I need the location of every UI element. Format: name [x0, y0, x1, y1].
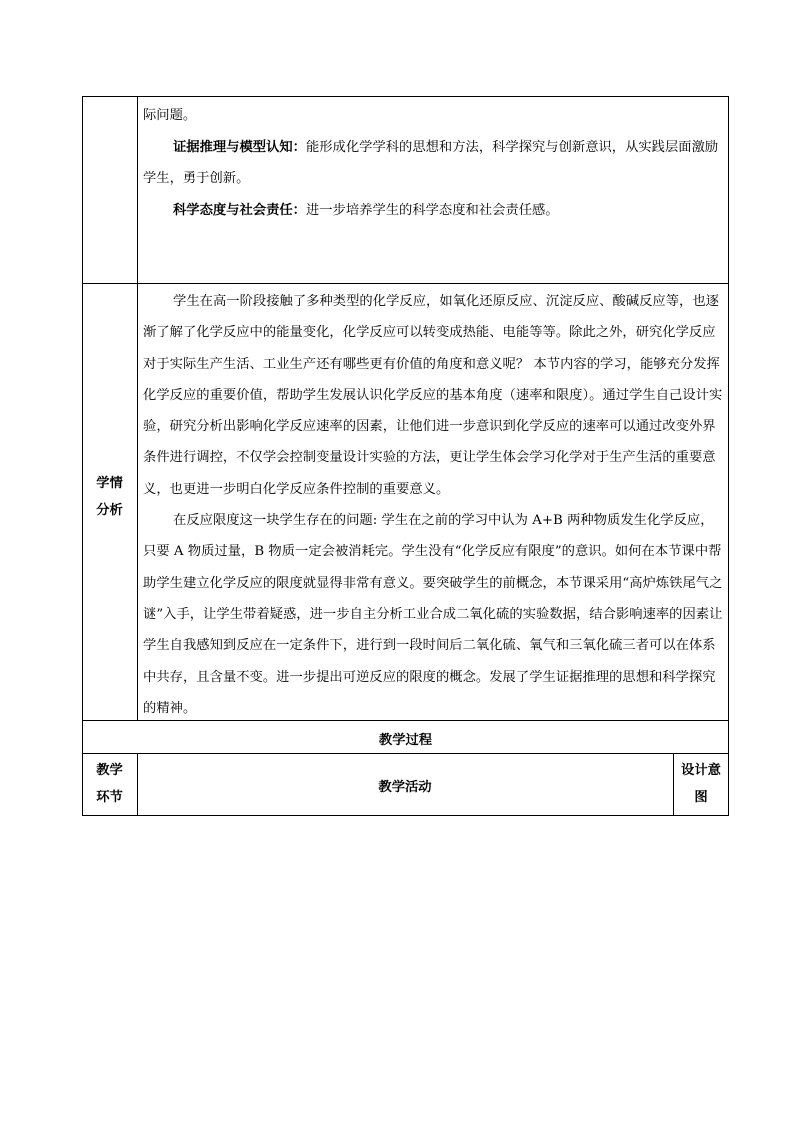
objective-evidence-label: 证据推理与模型认知：: [173, 139, 306, 155]
objective-evidence-text: 能形成化学学科的思想和方法，科学探究与创新意识，从实践层面激励学生，勇于创新。: [143, 139, 719, 186]
student-analysis-paragraph-2: 在反应限度这一块学生存在的问题: 学生在之前的学习中认为 A+B 两种物质发生化学反应，只要 A 物质过量，B 物质一定会被消耗完。学生没有“化学反应有限度”的意识。如何在本节课中帮助学生建立化学反应的限度就显得非常有意义。要突破学生的前概念，本节课采用“高炉炼铁尾气之谜”入手，让学生带着疑惑，进一步自主分析工业合成二氧化硫的实验数据，结合影响速率的因素让学生自我感知到反应在一定条件下，进行到一段时间后二氧化硫、氧气和三氧化硫三者可以在体系中共存，且含量不变。进一步提出可逆反应的限度的概念。发展了学生证据推理的思想和科学探究的精神。: [143, 513, 723, 716]
lesson-plan-table: [82, 96, 729, 816]
table-border-bottom: [82, 815, 729, 816]
student-analysis-label: [82, 470, 137, 524]
objective-attitude-label: 科学态度与社会责任：: [173, 202, 306, 218]
student-analysis-label-line2: 分析: [96, 503, 123, 518]
column-header-stage: [82, 757, 137, 811]
column-header-design-intent-line2: 图: [694, 790, 708, 805]
student-analysis-label-line1: 学情: [96, 476, 123, 491]
row-divider-3: [82, 753, 729, 754]
objective-evidence-paragraph: [143, 132, 723, 195]
student-analysis-cell: [143, 286, 723, 724]
objectives-continuation: 际问题。: [143, 108, 197, 123]
column-header-design-intent: [673, 757, 729, 811]
table-border-right: [728, 96, 729, 816]
teaching-process-title: 教学过程: [378, 733, 433, 748]
objectives-cell: [143, 100, 723, 226]
column-header-design-intent-line1: 设计意: [681, 763, 721, 778]
column-header-stage-line1: 教学: [96, 763, 123, 778]
column-header-stage-line2: 环节: [96, 790, 123, 805]
table-border-left: [82, 96, 83, 816]
table-border-top: [82, 96, 729, 97]
row-divider-1: [82, 283, 729, 284]
student-analysis-paragraph-1: 学生在高一阶段接触了多种类型的化学反应，如氧化还原反应、沉淀反应、酸碱反应等，也逐渐了解了化学反应中的能量变化，化学反应可以转变成热能、电能等等。除此之外，研究化学反应对于实际生产生活、工业生产还有哪些更有价值的角度和意义呢？ 本节内容的学习，能够充分发挥化学反应的重要价值，帮助学生发展认识化学反应的基本角度（速率和限度）。通过学生自己设计实验，研究分析出影响化学反应速率的因素，让他们进一步意识到化学反应的速率可以通过改变外界条件进行调控，不仅学会控制变量设计实验的方法，更让学生体会学习化学对于生产生活的重要意义，也更进一步明白化学反应条件控制的重要意义。: [143, 294, 723, 497]
label-column-divider: [137, 96, 138, 720]
objective-attitude-paragraph: [143, 195, 723, 227]
column-header-activity: 教学活动: [378, 780, 432, 795]
objective-attitude-text: 进一步培养学生的科学态度和社会责任感。: [305, 202, 559, 218]
